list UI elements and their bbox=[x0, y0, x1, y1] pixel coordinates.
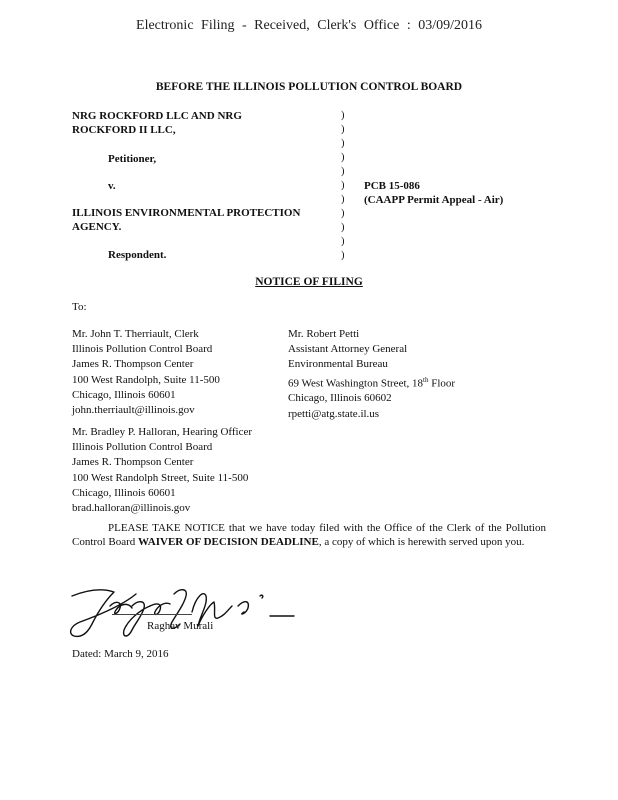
respondent-role: Respondent. bbox=[108, 249, 167, 261]
paren: ) bbox=[341, 152, 345, 163]
versus: v. bbox=[108, 180, 116, 192]
recipient-line: Mr. Bradley P. Halloran, Hearing Officer bbox=[72, 426, 253, 438]
paren: ) bbox=[341, 208, 345, 219]
ordinal-suffix: th bbox=[423, 375, 429, 384]
paren: ) bbox=[341, 124, 345, 135]
petitioner-name-line1: NRG ROCKFORD LLC AND NRG bbox=[72, 110, 242, 122]
recipient-hearing-officer bbox=[72, 425, 252, 516]
recipient-line: Illinois Pollution Control Board bbox=[72, 343, 213, 356]
case-type: (CAAPP Permit Appeal - Air) bbox=[364, 194, 504, 206]
recipient-line: Chicago, Illinois 60602 bbox=[288, 392, 392, 405]
recipient-line: 100 West Randolph, Suite 11-500 bbox=[72, 373, 220, 386]
to-label: To: bbox=[72, 301, 87, 313]
address-text: Floor bbox=[428, 377, 456, 390]
recipient-line: Illinois Pollution Control Board bbox=[72, 441, 213, 454]
recipient-line: Mr. John T. Therriault, Clerk bbox=[72, 328, 199, 340]
recipient-email[interactable]: john.therriault@illinois.gov bbox=[72, 404, 195, 417]
petitioner-name-line2: ROCKFORD II LLC, bbox=[72, 124, 176, 136]
paren: ) bbox=[341, 194, 345, 205]
paren: ) bbox=[341, 236, 345, 247]
recipient-email[interactable]: rpetti@atg.state.il.us bbox=[288, 407, 380, 420]
paren: ) bbox=[341, 138, 345, 149]
recipient-line: James R. Thompson Center bbox=[72, 456, 194, 469]
signature-line bbox=[112, 614, 192, 615]
recipient-email[interactable]: brad.halloran@illinois.gov bbox=[72, 502, 191, 515]
respondent-name-line1: ILLINOIS ENVIRONMENTAL PROTECTION bbox=[72, 207, 301, 219]
recipient-line: 100 West Randolph Street, Suite 11-500 bbox=[72, 471, 249, 484]
paren: ) bbox=[341, 110, 345, 121]
paren: ) bbox=[341, 250, 345, 261]
electronic-filing-header: Electronic Filing - Received, Clerk's Office : 03/09/2016 bbox=[136, 18, 482, 33]
paren: ) bbox=[341, 166, 345, 177]
body-text: , a copy of which is herewith served upon you. bbox=[318, 536, 525, 548]
recipient-line: Chicago, Illinois 60601 bbox=[72, 388, 176, 401]
recipient-line: Assistant Attorney General bbox=[288, 343, 408, 356]
case-number: PCB 15-086 bbox=[364, 180, 420, 192]
recipient-line: James R. Thompson Center bbox=[72, 358, 194, 371]
notice-body bbox=[72, 521, 546, 549]
date-line: Dated: March 9, 2016 bbox=[72, 648, 169, 660]
handwritten-signature bbox=[62, 582, 302, 642]
signer-name: Raghav Murali bbox=[147, 620, 214, 632]
recipient-line: Chicago, Illinois 60601 bbox=[72, 486, 176, 499]
respondent-name-line2: AGENCY. bbox=[72, 221, 122, 233]
recipient-line: Mr. Robert Petti bbox=[288, 328, 360, 340]
address-text: 69 West Washington Street, 18 bbox=[288, 377, 424, 390]
recipient-attorney-general bbox=[288, 327, 455, 422]
board-title: BEFORE THE ILLINOIS POLLUTION CONTROL BOARD bbox=[155, 81, 463, 93]
document-title: WAIVER OF DECISION DEADLINE bbox=[138, 536, 319, 548]
recipient-clerk bbox=[72, 327, 220, 418]
recipient-line: Environmental Bureau bbox=[288, 358, 388, 371]
paren: ) bbox=[341, 222, 345, 233]
recipient-line bbox=[288, 373, 455, 392]
paren: ) bbox=[341, 180, 345, 191]
notice-title: NOTICE OF FILING bbox=[255, 276, 363, 288]
petitioner-role: Petitioner, bbox=[108, 153, 157, 165]
body-text: PLEASE TAKE NOTICE that we have today filed with the Office of the Clerk of the Pollution Control Board bbox=[72, 522, 546, 548]
